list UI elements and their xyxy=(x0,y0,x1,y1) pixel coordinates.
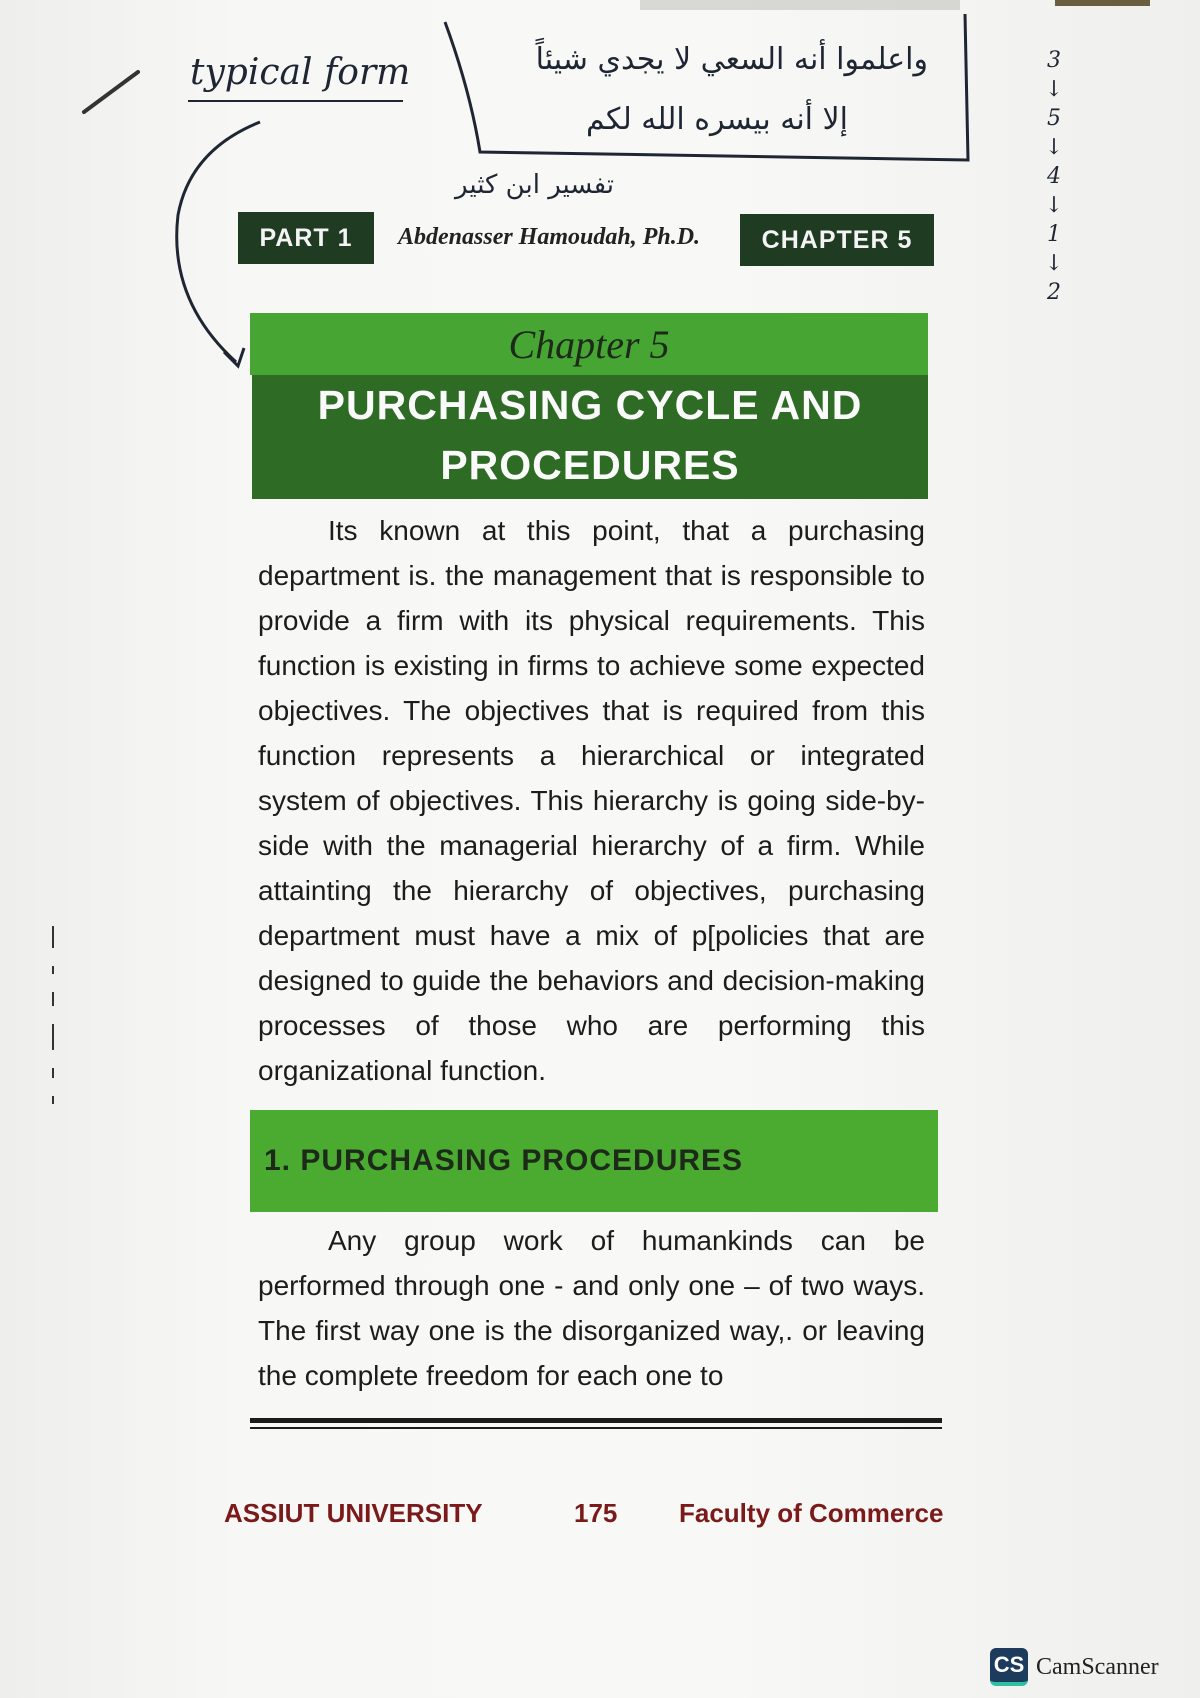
chapter-title: PURCHASING CYCLE AND PROCEDURES xyxy=(252,375,928,499)
arabic-note-source: تفسير ابن كثير xyxy=(455,170,614,200)
tick-mark xyxy=(52,1024,54,1050)
margin-note: 1 xyxy=(1047,222,1061,247)
camscanner-label: CamScanner xyxy=(1036,1653,1159,1680)
tick-mark xyxy=(52,992,54,1006)
margin-note: ↓ xyxy=(1044,77,1064,102)
margin-note: ↓ xyxy=(1044,135,1064,160)
body-paragraph-1 xyxy=(258,508,925,1093)
footer-university: ASSIUT UNIVERSITY xyxy=(224,1498,483,1528)
arabic-annotation-box xyxy=(448,20,968,162)
chapter-badge: CHAPTER 5 xyxy=(740,214,934,266)
margin-note: ↓ xyxy=(1044,251,1064,276)
tick-mark xyxy=(52,1096,54,1104)
chapter-label-bar xyxy=(250,313,928,375)
part-badge: PART 1 xyxy=(238,212,374,264)
margin-note: 5 xyxy=(1047,106,1061,131)
margin-note: 3 xyxy=(1047,48,1061,73)
chapter-title-block xyxy=(250,313,928,499)
page-header xyxy=(238,212,938,268)
section-heading-bar xyxy=(250,1110,938,1212)
margin-note: 4 xyxy=(1047,164,1061,189)
handwritten-typical-form: typical form xyxy=(190,52,411,93)
camscanner-watermark xyxy=(990,1647,1180,1687)
tick-mark xyxy=(52,966,54,974)
body-paragraph-2 xyxy=(258,1218,925,1398)
page-number: 175 xyxy=(574,1498,618,1528)
tick-mark xyxy=(52,1068,54,1078)
page-footer xyxy=(224,1498,984,1538)
margin-note: ↓ xyxy=(1044,193,1064,218)
chapter-label: Chapter 5 xyxy=(508,321,670,367)
arrow-head-stroke xyxy=(224,348,244,366)
paragraph-text: Its known at this point, that a purchasing department is. the management that is responsible to provide a firm with its physical requirements. This function is existing in firms to achieve some expected objectives. The objectives that is required from this function represents a hierarchical or integrated system of objectives. This hierarchy is going side-by-side with the managerial hierarchy of a firm. While attainting the hierarchy of objectives, purchasing department must have a mix of p[policies that are designed to guide the behaviors and decision-making processes of those who are performing this organizational function. xyxy=(258,515,925,1086)
margin-numbering xyxy=(1036,46,1072,307)
margin-slash-stroke xyxy=(84,72,138,112)
arabic-note-line-2: إلا أنه بيسره الله لكم xyxy=(586,102,848,137)
tick-mark xyxy=(52,926,54,948)
camscanner-logo-icon: CS xyxy=(990,1648,1028,1686)
handwritten-underline xyxy=(188,100,403,102)
footer-rule-thin xyxy=(250,1427,942,1429)
author-name: Abdenasser Hamoudah, Ph.D. xyxy=(398,224,701,250)
footer-rule-thick xyxy=(250,1418,942,1423)
paragraph-text: Any group work of humankinds can be performed through one - and only one – of two ways. The first way one is the disorganized way,. or leaving the complete freedom for each one to xyxy=(258,1225,925,1391)
left-margin-ticks xyxy=(52,926,56,1186)
arabic-note-line-1: واعلموا أنه السعي لا يجدي شيئاً xyxy=(535,42,928,77)
footer-faculty: Faculty of Commerce xyxy=(679,1498,944,1528)
section-heading: 1. PURCHASING PROCEDURES xyxy=(264,1144,744,1177)
margin-note: 2 xyxy=(1047,280,1061,305)
